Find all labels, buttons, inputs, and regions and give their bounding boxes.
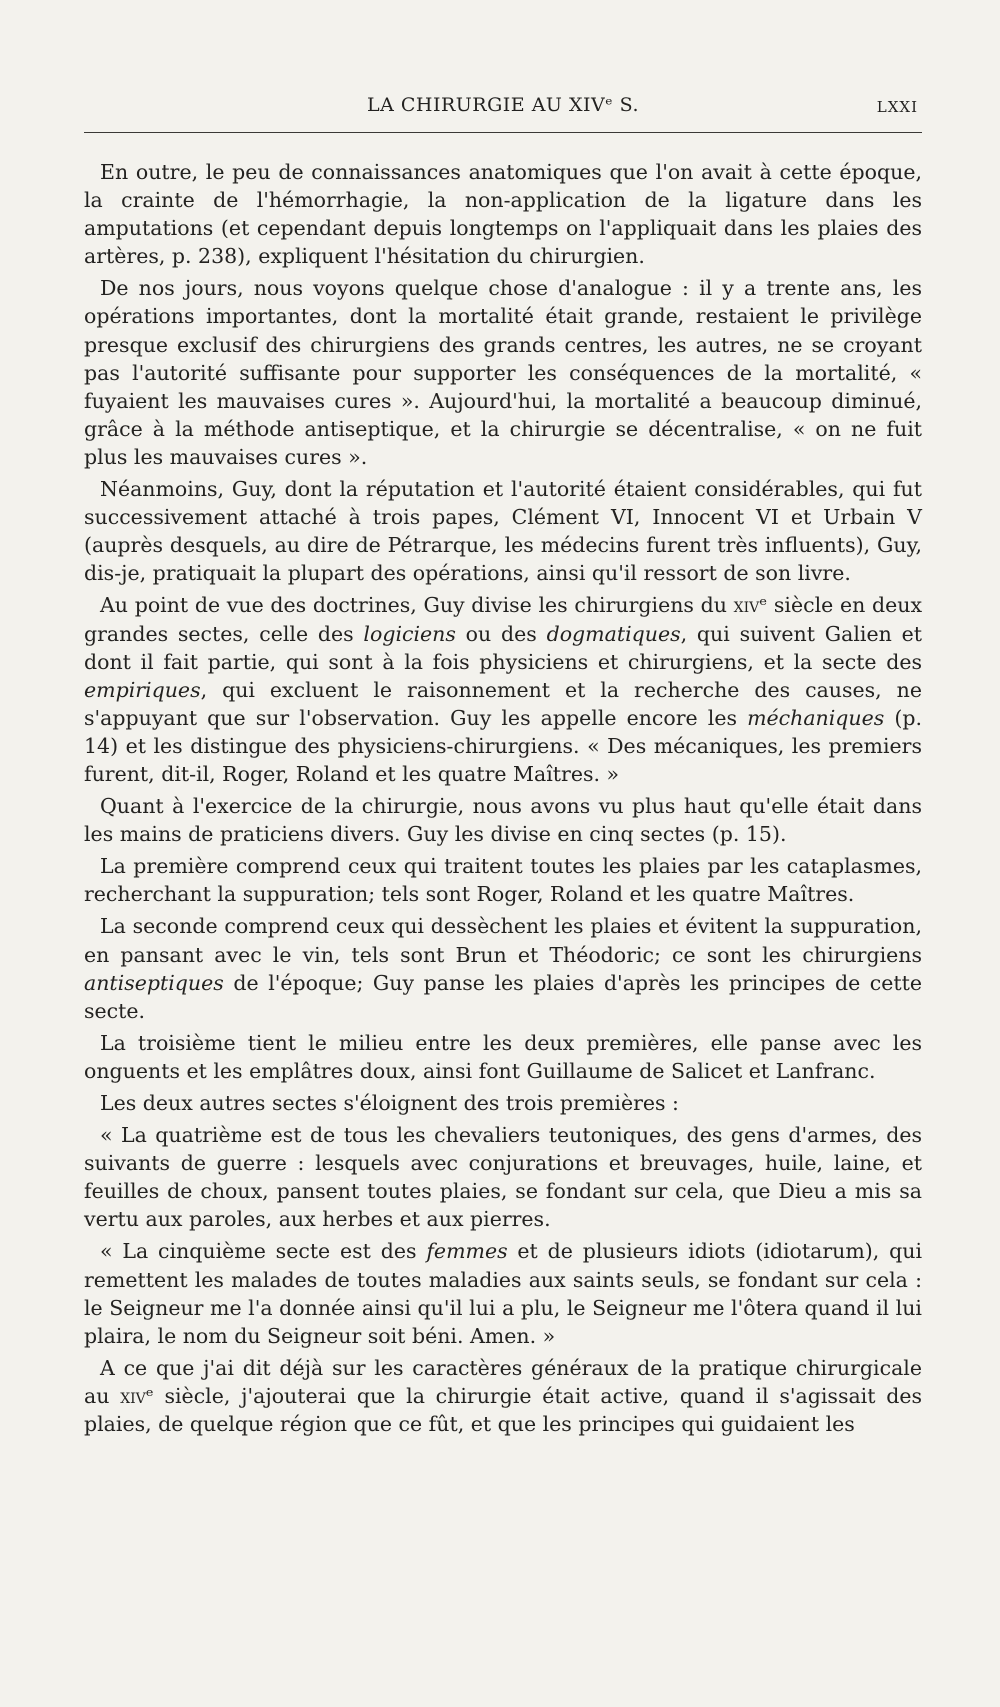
- text-run: ᵉ siècle, j'ajouterai que la chirurgie était active, quand il s'agissait des plaies, de quelque région que ce fût, et que les principes qui guidaient les: [84, 1383, 922, 1437]
- text-run: A ce que j'ai dit déjà sur les caractères généraux de la pratique chirurgicale au: [84, 1355, 922, 1408]
- paragraph-p1: [84, 158, 922, 270]
- paragraph-p7: [84, 912, 922, 1024]
- italic-term: logiciens: [363, 621, 456, 646]
- italic-term: dogmatiques: [546, 621, 681, 646]
- text-run: Néanmoins, Guy, dont la réputation et l'autorité étaient considérables, qui fut successivement attaché à trois papes, Clément VI, Innocent VI et Urbain V (auprès desquels, au dire de Pétrarque, les médecins furent très influents), Guy, dis-je, pratiquait la plupart des opérations, ainsi qu'il ressort de son livre.: [84, 477, 922, 586]
- italic-term: méchaniques: [747, 705, 885, 730]
- text-run: La première comprend ceux qui traitent toutes les plaies par les cataplasmes, recherchant la suppuration; tels sont Roger, Roland et les quatre Maîtres.: [84, 854, 922, 907]
- page-number: LXXI: [876, 98, 918, 116]
- text-run: et de plusieurs idiots (idiotarum), qui remettent les malades de toutes maladies aux saints seuls, se fondant sur cela : le Seigneur me l'a donnée ainsi qu'il lui a plu, le Seigneur me l'ôtera quand il lui plaira, le nom du Seigneur soit béni. Amen. »: [84, 1239, 922, 1348]
- italic-term: antiseptiques: [84, 970, 224, 995]
- body-text: [84, 158, 922, 1442]
- text-run: (p. 14) et les distingue des physiciens-chirurgiens. « Des mécaniques, les premiers furent, dit-il, Roger, Roland et les quatre Maîtres. »: [84, 705, 922, 786]
- text-run: ᵉ siècle en deux grandes sectes, celle des: [84, 593, 923, 646]
- paragraph-p4: [84, 591, 922, 788]
- text-run: , qui excluent le raisonnement et la recherche des causes, ne s'appuyant que sur l'observation. Guy les appelle encore les: [84, 677, 922, 730]
- text-run: De nos jours, nous voyons quelque chose d'analogue : il y a trente ans, les opérations importantes, dont la mortalité était grande, restaient le privilège presque exclusif des chirurgiens des grands centres, les autres, ne se croyant pas l'autorité suffisante pour supporter les conséquences de la mortalité, « fuyaient les mauvaises cures ». Aujourd'hui, la mortalité a beaucoup diminué, grâce à la méthode antiseptique, et la chirurgie se décentralise, « on ne fuit plus les mauvaises cures ».: [84, 276, 922, 469]
- text-run: , qui suivent Galien et dont il fait partie, qui sont à la fois physiciens et chirurgiens, et la secte des: [84, 621, 922, 674]
- paragraph-p10: [84, 1121, 922, 1233]
- text-run: ou des: [455, 621, 547, 646]
- text-run: Les deux autres sectes s'éloignent des trois premières :: [100, 1091, 679, 1115]
- paragraph-p12: [84, 1354, 922, 1438]
- text-run: Quant à l'exercice de la chirurgie, nous avons vu plus haut qu'elle était dans les mains de praticiens divers. Guy les divise en cinq sectes (p. 15).: [84, 794, 922, 847]
- text-run: de l'époque; Guy panse les plaies d'après les principes de cette secte.: [84, 970, 922, 1023]
- paragraph-p6: [84, 852, 922, 908]
- page-header: [84, 92, 922, 133]
- text-run: « La quatrième est de tous les chevaliers teutoniques, des gens d'armes, des suivants de guerre : lesquels avec conjurations et breuvages, huile, laine, et feuilles de choux, pansent toutes plaies, se fondant sur cela, que Dieu a mis sa vertu aux paroles, aux herbes et aux pierres.: [84, 1123, 922, 1232]
- text-run: En outre, le peu de connaissances anatomiques que l'on avait à cette époque, la crainte de l'hémorrhagie, la non-application de la ligature dans les amputations (et cependant depuis longtemps on l'appliquait dans les plaies des artères, p. 238), expliquent l'hésitation du chirurgien.: [84, 160, 922, 269]
- text-run: La seconde comprend ceux qui dessèchent les plaies et évitent la suppuration, en pansant avec le vin, tels sont Brun et Théodoric; ce sont les chirurgiens: [84, 914, 922, 967]
- italic-term: empiriques: [84, 677, 201, 702]
- text-run: La troisième tient le milieu entre les deux premières, elle panse avec les onguents et les emplâtres doux, ainsi font Guillaume de Salicet et Lanfranc.: [84, 1030, 922, 1083]
- text-run: « La cinquième secte est des: [100, 1239, 427, 1264]
- italic-term: femmes: [426, 1239, 508, 1264]
- paragraph-p11: [84, 1237, 922, 1349]
- small-caps-text: xiv: [733, 593, 760, 618]
- text-run: Au point de vue des doctrines, Guy divise les chirurgiens du: [100, 593, 734, 618]
- paragraph-p3: [84, 475, 922, 587]
- paragraph-p2: [84, 274, 922, 471]
- small-caps-text: xiv: [120, 1383, 146, 1408]
- paragraph-p9: [84, 1089, 922, 1117]
- running-title: LA CHIRURGIE AU XIVᵉ S.: [366, 94, 639, 116]
- paragraph-p5: [84, 792, 922, 848]
- paragraph-p8: [84, 1029, 922, 1085]
